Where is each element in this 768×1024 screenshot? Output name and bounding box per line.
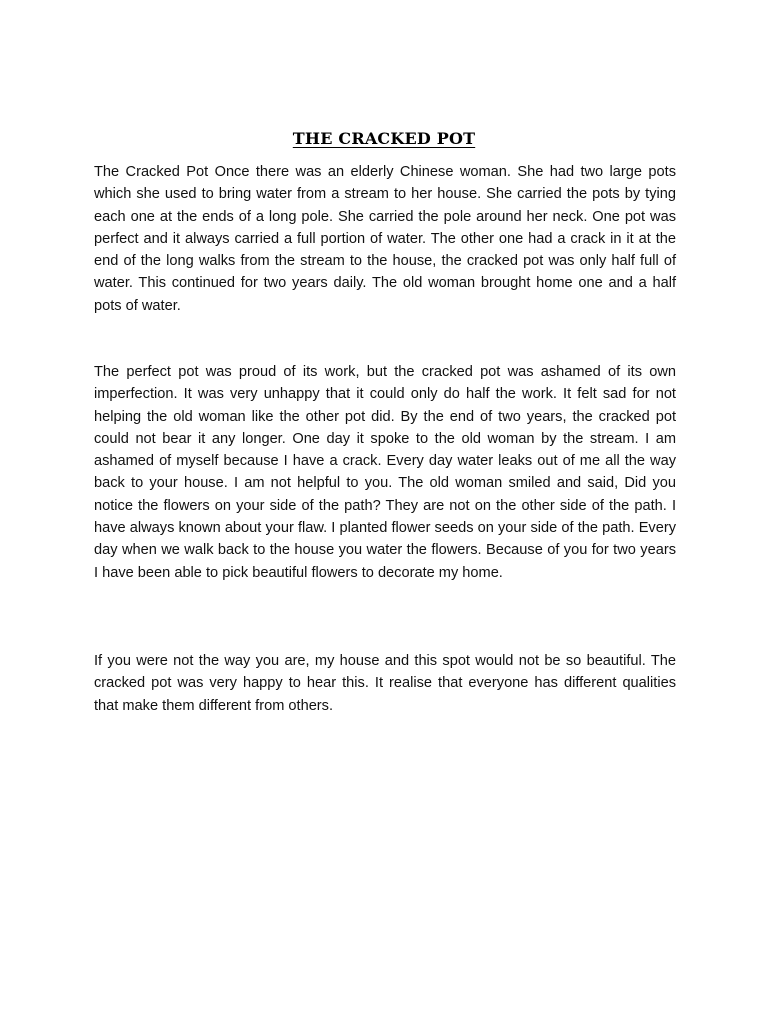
paragraph-1: The Cracked Pot Once there was an elderly Chinese woman. She had two large pots which she used to bring water from a stream to her house. She carried the pots by tying each one at the ends of a long pole. She carried the pole around her neck. One pot was perfect and it always carried a full portion of water. The other one had a crack in it at the end of the long walks from the stream to the house, the cracked pot was only half full of water. This continued for two years daily. The old woman brought home one and a half pots of water. <box>94 164 676 314</box>
paragraph-3: If you were not the way you are, my house and this spot would not be so beautiful. The cracked pot was very happy to hear this. It realise that everyone has different qualities that make them different from others. <box>94 653 676 714</box>
paragraph-2: The perfect pot was proud of its work, but the cracked pot was ashamed of its own imperfection. It was very unhappy that it could only do half the work. It felt sad for not helping the old woman like the other pot did. By the end of two years, the cracked pot could not bear it any longer. One day it spoke to the old woman by the stream. I am ashamed of myself because I have a crack. Every day water leaks out of me all the way back to your house. I am not helpful to you. The old woman smiled and said, Did you notice the flowers on your side of the path? They are not on the other side of the path. I have always known about your flaw. I planted flower seeds on your side of the path. Every day when we walk back to the house you water the flowers. Because of you for two years I have been able to pick beautiful flowers to decorate my home. <box>94 364 676 581</box>
document-title: THE CRACKED POT <box>292 129 476 148</box>
